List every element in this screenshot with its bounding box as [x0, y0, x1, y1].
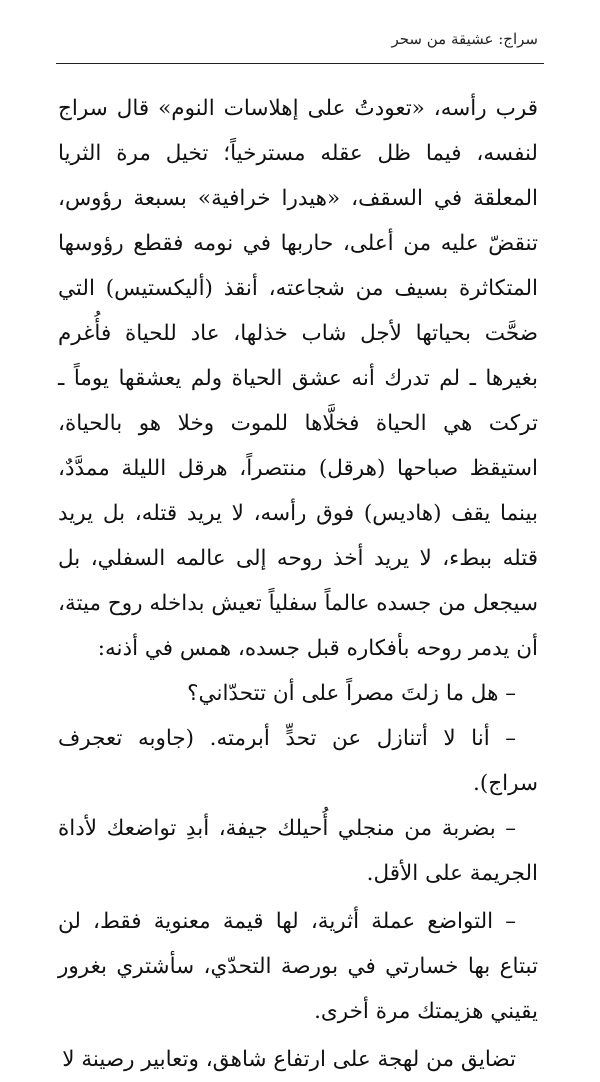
paragraph-narrative: قرب رأسه، «تعودتُ على إهلاسات النوم» قال سراج لنفسه، فيما ظل عقله مسترخياً؛ تخيل مرة الثريا المعلقة في السقف، «هيدرا خرافية» بسبعة رؤوس، تنقضّ عليه من أعلى، حاربها في نومه فقطع رؤوسها المتكاثرة بسيف من شجاعته، أنقذ (أليكستيس) التي ضحَّت بحياتها لأجل شاب خذلها، عاد للحياة فأُغرم بغيرها ـ لم تدرك أنه عشق الحياة ولم يعشقها يوماً ـ تركت هي الحياة فخلَّاها للموت وخلا هو بالحياة، استيقظ صباحها (هرقل) منتصراً، هرقل الليلة ممدَّدٌ، بينما يقف (هاديس) فوق رأسه، لا يريد قتله، بل يريد قتله ببطء، لا يريد أخذ روحه إلى عالمه السفلي، بل سيجعل من جسده عالماً سفلياً تعيش بداخله روح ميتة، أن يدمر روحه بأفكاره قبل جسده، همس في أذنه:	[58, 96, 538, 661]
paragraph-dialogue: – أنا لا أتنازل عن تحدٍّ أبرمته. (جاوبه تعجرف سراج).	[58, 726, 538, 796]
header-divider	[56, 63, 544, 64]
paragraph-dialogue: – هل ما زلتَ مصراً على أن تتحدّاني؟	[187, 681, 516, 706]
paragraph-dialogue: – التواضع عملة أثرية، لها قيمة معنوية فقط، لن تبتاع بها خسارتي في بورصة التحدّي، سأشتري بغرور يقيني هزيمتك مرة أخرى.	[58, 909, 538, 1024]
running-header-title: سراج: عشيقة من سحر	[391, 30, 538, 48]
paragraph-narrative: تضايق من لهجة على ارتفاع شاهق، وتعابير رصينة لا	[62, 1047, 516, 1072]
body-text	[58, 86, 538, 1082]
paragraph-dialogue: – بضربة من منجلي أُحيلك جيفة، أبدِ تواضعك لأداة الجريمة على الأقل.	[58, 816, 538, 886]
